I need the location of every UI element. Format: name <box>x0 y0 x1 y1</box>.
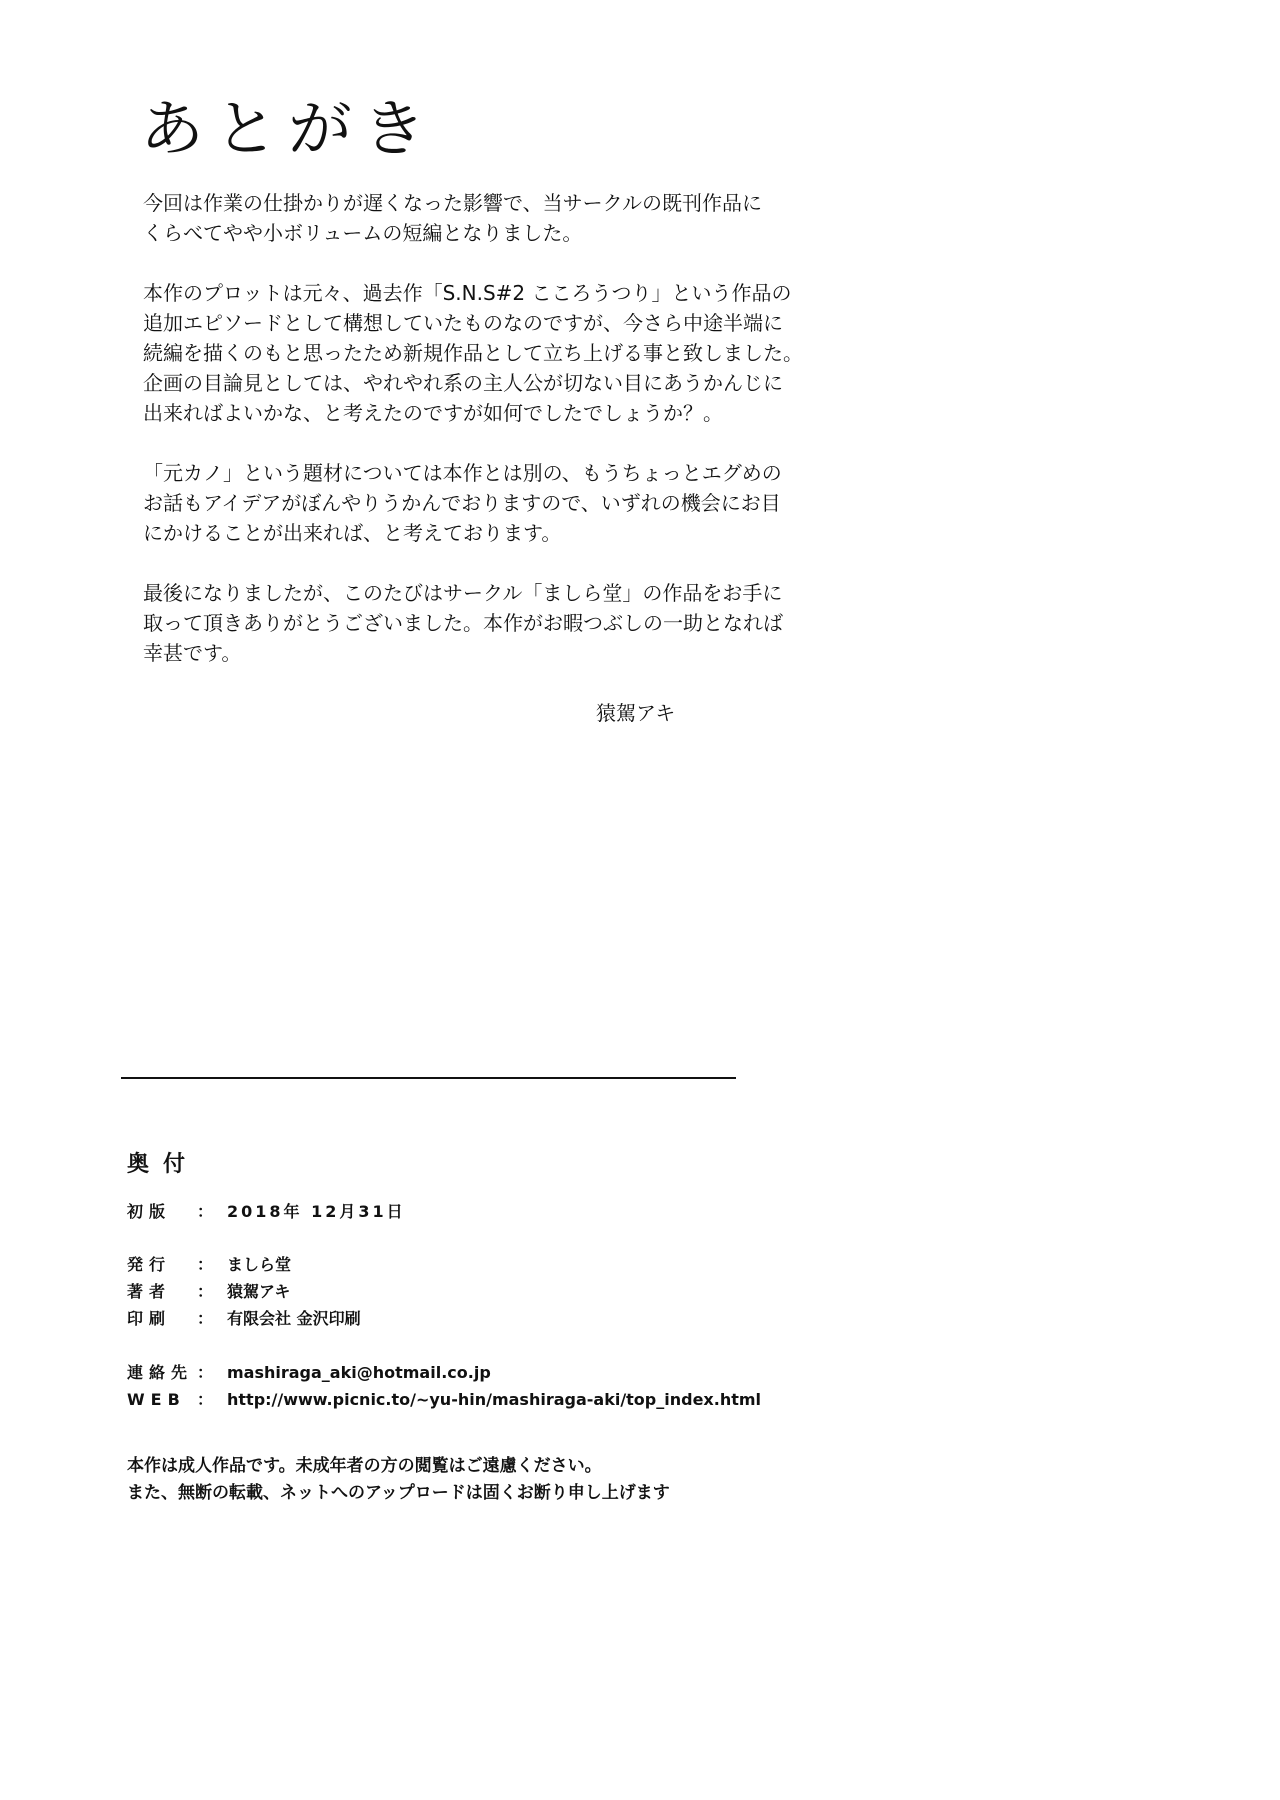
colophon-first-edition <box>127 1201 406 1223</box>
section-divider <box>121 1077 736 1079</box>
afterword-line: 「元カノ」という題材については本作とは別の、もうちょっとエグめの <box>143 461 782 485</box>
colophon-separator: ： <box>197 1363 214 1382</box>
colophon-publisher <box>127 1254 291 1276</box>
afterword-paragraph <box>143 458 903 548</box>
afterword-line: お話もアイデアがぼんやりうかんでおりますので、いずれの機会にお目 <box>143 491 781 515</box>
colophon-separator: ： <box>197 1390 214 1409</box>
colophon-value: 猿駕アキ <box>227 1282 291 1301</box>
afterword-line: 企画の目論見としては、やれやれ系の主人公が切ない目にあうかんじに <box>143 371 783 395</box>
website-url[interactable]: http://www.picnic.to/~yu-hin/mashiraga-aki/top_index.html <box>227 1390 762 1409</box>
afterword-line: 最後になりましたが、このたびはサークル「ましら堂」の作品をお手に <box>143 581 783 605</box>
colophon-value: ましら堂 <box>227 1255 292 1274</box>
author-signature: 猿駕アキ <box>596 701 676 725</box>
contact-email[interactable]: mashiraga_aki@hotmail.co.jp <box>227 1363 491 1382</box>
afterword-line: 幸甚です。 <box>143 641 242 665</box>
colophon-separator: ： <box>197 1202 214 1221</box>
afterword-line: 取って頂きありがとうございました。本作がお暇つぶしの一助となれば <box>143 611 783 635</box>
colophon-separator: ： <box>197 1282 214 1301</box>
colophon-label: 印刷 <box>127 1309 172 1328</box>
colophon-contact <box>127 1362 491 1384</box>
afterword-line: 今回は作業の仕掛かりが遅くなった影響で、当サークルの既刊作品に <box>143 191 762 215</box>
adult-content-notice: 本作は成人作品です。未成年者の方の閲覧はご遠慮ください。 <box>127 1456 602 1476</box>
colophon-separator: ： <box>197 1255 214 1274</box>
colophon-separator: ： <box>197 1309 214 1328</box>
afterword-paragraph <box>143 188 903 248</box>
colophon-author <box>127 1281 290 1303</box>
afterword-paragraph <box>143 278 903 428</box>
afterword-line: 本作のプロットは元々、過去作「S.N.S#2 こころうつり」という作品の <box>143 281 792 305</box>
afterword-line: 出来ればよいかな、と考えたのですが如何でしたでしょうか？。 <box>143 401 723 425</box>
afterword-line: 続編を描くのもと思ったため新規作品として立ち上げる事と致しました。 <box>143 341 803 365</box>
colophon-title: 奥付 <box>127 1152 200 1177</box>
afterword-line: にかけることが出来れば、と考えております。 <box>143 521 562 545</box>
colophon-label: 初版 <box>127 1202 172 1221</box>
colophon-label: 発行 <box>127 1255 172 1274</box>
afterword-line: くらべてやや小ボリュームの短編となりました。 <box>143 221 583 245</box>
afterword-paragraph <box>143 578 903 668</box>
colophon-label: WEB <box>127 1390 186 1409</box>
colophon-value: 有限会社 金沢印刷 <box>227 1309 361 1328</box>
colophon-web <box>127 1389 761 1411</box>
afterword-title: あとがき <box>140 94 436 165</box>
colophon-label: 著者 <box>127 1282 172 1301</box>
colophon-printer <box>127 1308 361 1330</box>
colophon-value: 2018年 12月31日 <box>227 1202 406 1221</box>
reproduction-notice: また、無断の転載、ネットへのアップロードは固くお断り申し上げます <box>127 1483 670 1503</box>
colophon-label: 連絡先 <box>127 1363 194 1382</box>
afterword-body <box>143 188 903 698</box>
afterword-line: 追加エピソードとして構想していたものなのですが、今さら中途半端に <box>143 311 783 335</box>
